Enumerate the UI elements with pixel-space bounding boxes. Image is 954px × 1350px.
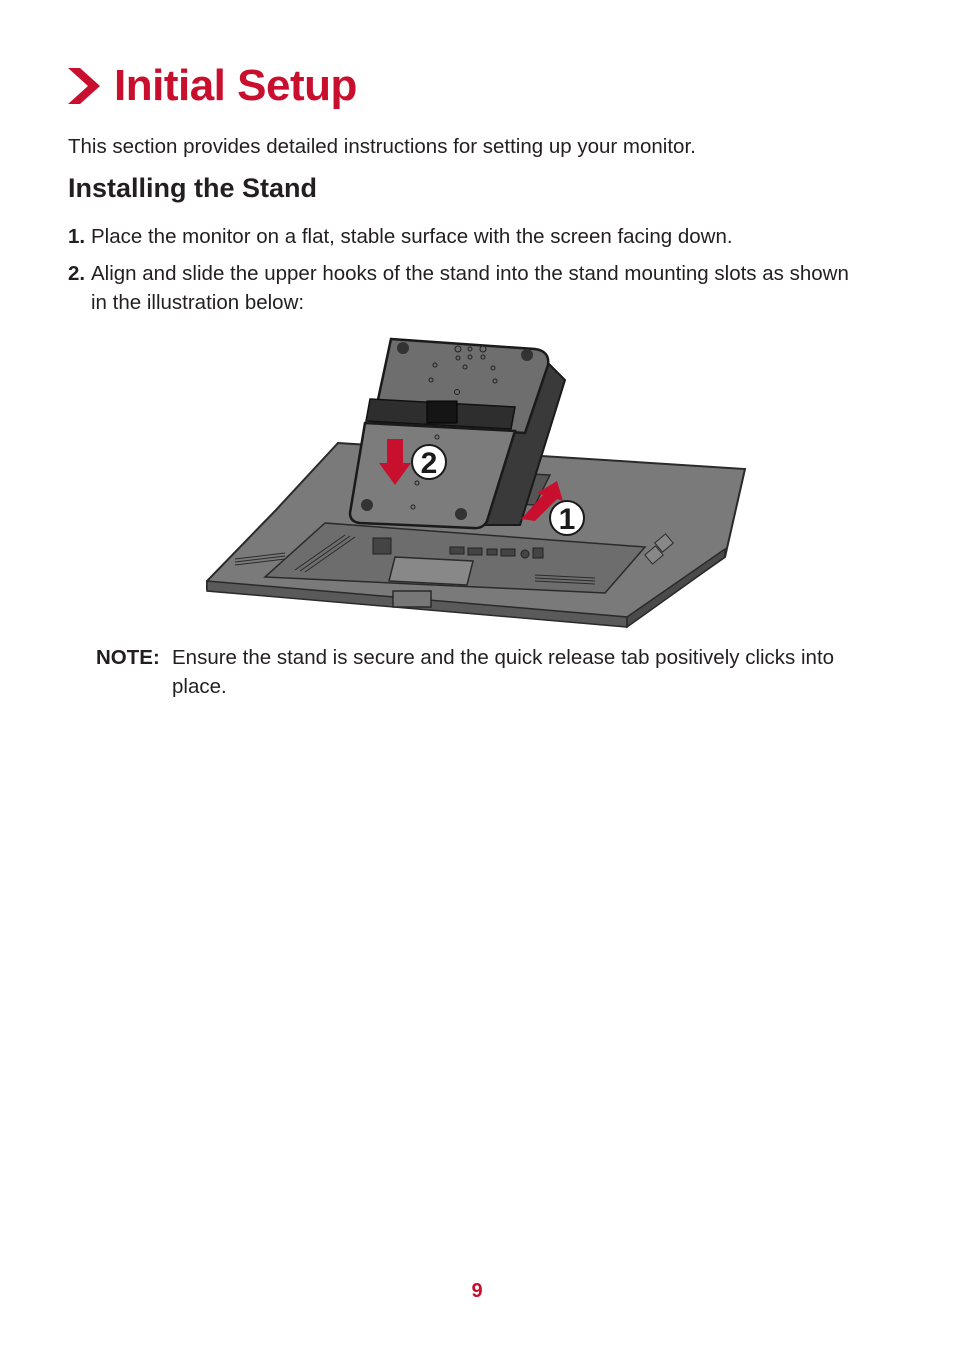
step-number: 2. (68, 262, 86, 285)
note-block (96, 643, 886, 701)
chapter-heading (66, 61, 357, 110)
page-number: 9 (471, 1280, 483, 1302)
step-number: 1. (68, 225, 86, 248)
stand-installation-illustration (205, 335, 750, 630)
steps-list (68, 222, 868, 325)
step-text: Align and slide the upper hooks of the stand into the stand mounting slots as shown in the illustration below: (91, 262, 849, 314)
step-text: Place the monitor on a flat, stable surface with the screen facing down. (91, 225, 733, 248)
step-item (68, 259, 868, 317)
chevron-right-icon (66, 66, 102, 106)
page-title: Initial Setup (114, 61, 357, 110)
section-title: Installing the Stand (68, 173, 318, 203)
step-item (68, 222, 868, 251)
callout-2-label: 2 (420, 447, 438, 480)
note-label: NOTE: (96, 646, 160, 669)
callout-1-label: 1 (558, 503, 576, 536)
note-text: Ensure the stand is secure and the quick release tab positively clicks into place. (172, 646, 835, 698)
intro-paragraph: This section provides detailed instructions for setting up your monitor. (68, 135, 696, 158)
